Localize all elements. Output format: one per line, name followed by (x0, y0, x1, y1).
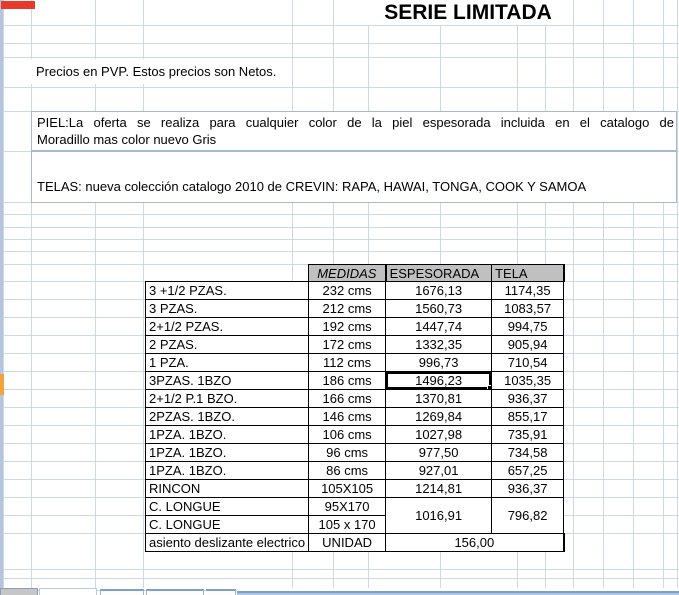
espesorada-cell[interactable]: 977,50 (386, 444, 492, 462)
note-telas-cell[interactable] (31, 151, 677, 203)
tela-cell[interactable]: 994,75 (492, 318, 564, 336)
price-table (145, 264, 565, 552)
tela-cell[interactable]: 710,54 (492, 354, 564, 372)
tela-cell[interactable]: 734,58 (492, 444, 564, 462)
table-row (146, 426, 564, 444)
tela-cell[interactable]: 855,17 (492, 408, 564, 426)
medidas-cell[interactable]: 192 cms (309, 318, 386, 336)
tela-cell[interactable]: 796,82 (492, 498, 564, 534)
tela-cell[interactable]: 936,37 (492, 390, 564, 408)
sheet-tab[interactable] (206, 589, 236, 595)
espesorada-cell[interactable]: 1269,84 (386, 408, 492, 426)
orange-cell-marker (0, 374, 4, 395)
header-medidas[interactable]: MEDIDAS (309, 265, 386, 282)
table-row (146, 318, 564, 336)
medidas-cell[interactable]: 212 cms (309, 300, 386, 318)
row-label-cell[interactable]: 1PZA. 1BZO. (146, 426, 309, 444)
row-label-cell[interactable]: 1PZA. 1BZO. (146, 444, 309, 462)
merged-price-cell[interactable]: 156,00 (386, 534, 564, 552)
note-precios[interactable]: Precios en PVP. Estos precios son Netos. (31, 59, 289, 84)
price-table-body (146, 282, 564, 552)
row-label-cell[interactable]: asiento deslizante electrico (146, 534, 309, 552)
medidas-cell[interactable]: 166 cms (309, 390, 386, 408)
table-header-row (146, 265, 564, 282)
row-label-cell[interactable]: RINCON (146, 480, 309, 498)
espesorada-cell[interactable]: 1447,74 (386, 318, 492, 336)
row-label-cell[interactable]: 2PZAS. 1BZO. (146, 408, 309, 426)
table-row (146, 534, 564, 552)
row-label-cell[interactable]: 2 PZAS. (146, 336, 309, 354)
medidas-cell[interactable]: 105X105 (309, 480, 386, 498)
espesorada-cell[interactable]: 927,01 (386, 462, 492, 480)
table-row (146, 390, 564, 408)
espesorada-cell[interactable]: 1332,35 (386, 336, 492, 354)
table-row (146, 480, 564, 498)
row-label-cell[interactable]: 3 PZAS. (146, 300, 309, 318)
note-piel-cell[interactable] (31, 111, 677, 151)
note-telas: TELAS: nueva colección catalogo 2010 de CREVIN: RAPA, HAWAI, TONGA, COOK Y SAMOA (37, 179, 587, 194)
espesorada-cell[interactable]: 1027,98 (386, 426, 492, 444)
table-row (146, 300, 564, 318)
tela-cell[interactable]: 1035,35 (492, 372, 564, 390)
sheet-title[interactable]: SERIE LIMITADA (368, 0, 568, 25)
red-cell-marker (1, 1, 35, 9)
row-label-cell[interactable]: C. LONGUE (146, 498, 309, 516)
header-ghost-cell (146, 265, 309, 282)
row-label-cell[interactable]: 2+1/2 PZAS. (146, 318, 309, 336)
espesorada-cell[interactable]: 996,73 (386, 354, 492, 372)
medidas-cell[interactable]: 86 cms (309, 462, 386, 480)
horizontal-scrollbar[interactable] (237, 590, 679, 595)
tela-cell[interactable]: 936,37 (492, 480, 564, 498)
tela-cell[interactable]: 905,94 (492, 336, 564, 354)
header-espesorada[interactable]: ESPESORADA (386, 265, 492, 282)
medidas-cell[interactable]: 232 cms (309, 282, 386, 300)
medidas-cell[interactable]: 172 cms (309, 336, 386, 354)
table-row (146, 336, 564, 354)
tela-cell[interactable]: 657,25 (492, 462, 564, 480)
sheet-tab[interactable] (39, 588, 97, 595)
medidas-cell[interactable]: 95X170 (309, 498, 386, 516)
medidas-cell[interactable]: 186 cms (309, 372, 386, 390)
row-label-cell[interactable]: 2+1/2 P.1 BZO. (146, 390, 309, 408)
espesorada-cell[interactable]: 1214,81 (386, 480, 492, 498)
table-row (146, 444, 564, 462)
row-label-cell[interactable]: 3 +1/2 PZAS. (146, 282, 309, 300)
sheet-tab[interactable] (0, 588, 38, 595)
row-label-cell[interactable]: 1PZA. 1BZO. (146, 462, 309, 480)
medidas-cell[interactable]: 146 cms (309, 408, 386, 426)
table-row (146, 462, 564, 480)
row-label-cell[interactable]: 3PZAS. 1BZO (146, 372, 309, 390)
note-piel-line1: PIEL:La oferta se realiza para cualquier color de la piel espesorada incluida en el catalogo de (37, 115, 674, 130)
table-row (146, 282, 564, 300)
sheet-tab-strip (0, 588, 679, 595)
sheet-tab[interactable] (146, 589, 204, 595)
espesorada-cell[interactable]: 1370,81 (386, 390, 492, 408)
note-piel-line2: Moradillo mas color nuevo Gris (37, 132, 217, 147)
selected-cell[interactable]: 1496,23 (386, 372, 492, 390)
espesorada-cell[interactable]: 1676,13 (386, 282, 492, 300)
medidas-cell[interactable]: 105 x 170 (309, 516, 386, 534)
medidas-cell[interactable]: 96 cms (309, 444, 386, 462)
table-row (146, 408, 564, 426)
table-row (146, 372, 564, 390)
medidas-cell[interactable]: 106 cms (309, 426, 386, 444)
header-tela[interactable]: TELA (492, 265, 564, 282)
table-row (146, 354, 564, 372)
sheet-tab[interactable] (100, 589, 144, 595)
row-label-cell[interactable]: C. LONGUE (146, 516, 309, 534)
espesorada-cell[interactable]: 1016,91 (386, 498, 492, 534)
left-column-sliver (0, 0, 3, 588)
medidas-cell[interactable]: 112 cms (309, 354, 386, 372)
medidas-cell[interactable]: UNIDAD (309, 534, 386, 552)
row-label-cell[interactable]: 1 PZA. (146, 354, 309, 372)
espesorada-cell[interactable]: 1560,73 (386, 300, 492, 318)
tela-cell[interactable]: 1174,35 (492, 282, 564, 300)
tela-cell[interactable]: 735,91 (492, 426, 564, 444)
table-row (146, 498, 564, 516)
tela-cell[interactable]: 1083,57 (492, 300, 564, 318)
